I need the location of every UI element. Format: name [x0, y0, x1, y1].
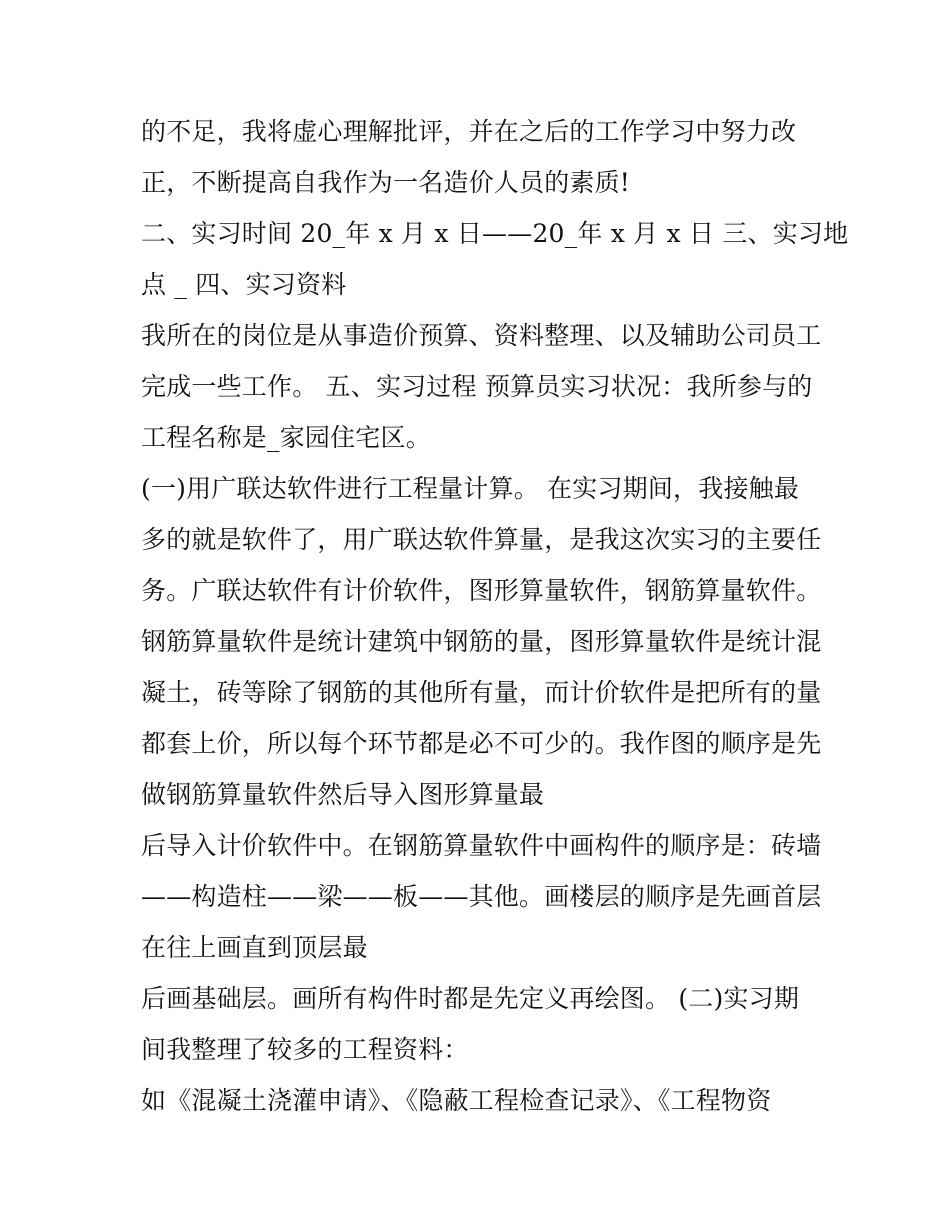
text-line-19: 间我整理了较多的工程资料： — [141, 1035, 469, 1064]
text-line-4: 点 _ 四、实习资料 — [141, 270, 347, 299]
text-line-12: 凝土，砖等除了钢筋的其他所有量，而计价软件是把所有的量 — [141, 678, 822, 707]
text-line-17: 在往上画直到顶层最 — [141, 933, 368, 962]
text-line-15: 后导入计价软件中。在钢筋算量软件中画构件的顺序是：砖墙 — [141, 831, 822, 860]
text-line-1: 的不足，我将虚心理解批评，并在之后的工作学习中努力改 — [141, 117, 797, 146]
text-line-13: 都套上价，所以每个环节都是必不可少的。我作图的顺序是先 — [141, 729, 822, 758]
text-line-6: 完成一些工作。 五、实习过程 预算员实习状况：我所参与的 — [141, 372, 813, 401]
text-line-18: 后画基础层。画所有构件时都是先定义再绘图。 (二)实习期 — [141, 984, 800, 1013]
text-line-3: 二、实习时间 20_年 x 月 x 日——20_年 x 月 x 日 三、实习地 — [141, 219, 849, 248]
text-line-20: 如《混凝土浇灌申请》、《隐蔽工程检查记录》、《工程物资 — [141, 1086, 772, 1115]
text-line-2: 正，不断提高自我作为一名造价人员的素质! — [141, 168, 631, 197]
text-line-11: 钢筋算量软件是统计建筑中钢筋的量，图形算量软件是统计混 — [141, 627, 822, 656]
text-line-14: 做钢筋算量软件然后导入图形算量最 — [141, 780, 545, 809]
text-line-16: ——构造柱——梁——板——其他。画楼层的顺序是先画首层 — [141, 882, 822, 911]
text-line-9: 多的就是软件了，用广联达软件算量，是我这次实习的主要任 — [141, 525, 822, 554]
text-line-7: 工程名称是_家园住宅区。 — [141, 423, 431, 452]
document-body — [141, 106, 849, 1126]
text-line-8: (一)用广联达软件进行工程量计算。 在实习期间，我接触最 — [141, 474, 800, 503]
text-line-5: 我所在的岗位是从事造价预算、资料整理、以及辅助公司员工 — [141, 321, 822, 350]
text-line-10: 务。广联达软件有计价软件，图形算量软件，钢筋算量软件。 — [141, 576, 822, 605]
